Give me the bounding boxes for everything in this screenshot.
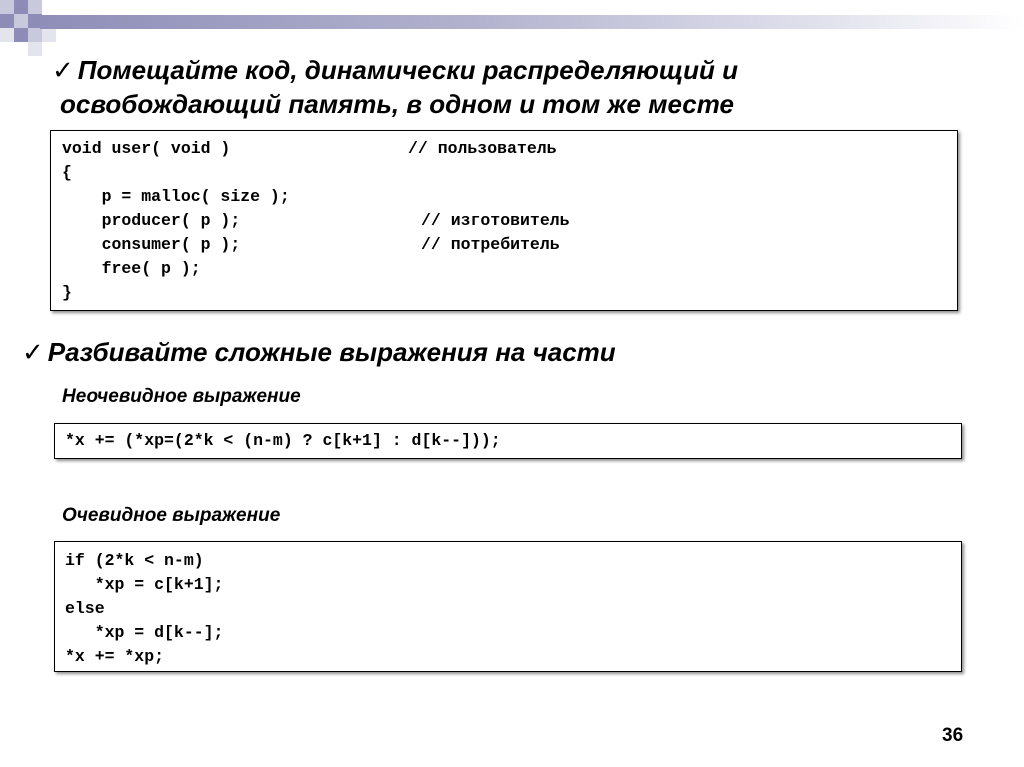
checkmark-icon: ✓ — [22, 337, 44, 367]
code-line: *xp = c[k+1]; — [65, 575, 224, 594]
obvious-label: Очевидное выражение — [62, 505, 281, 526]
code-line: else — [65, 599, 105, 618]
code-line-text: free( p ); — [62, 259, 201, 278]
code-line: *xp = d[k--]; — [65, 623, 224, 642]
decor-square-7 — [14, 28, 28, 42]
decor-square-1 — [0, 0, 14, 14]
code-line-text: p = malloc( size ); — [62, 187, 290, 206]
code-block-nonobvious — [54, 423, 962, 459]
code-comment: // пользователь — [408, 139, 557, 158]
checkmark-icon: ✓ — [52, 55, 74, 85]
code-line-text: { — [62, 163, 72, 182]
code-line: *x += *xp; — [65, 647, 165, 666]
decor-square-10 — [42, 28, 56, 42]
code-nonobvious: *x += (*xp=(2*k < (n-m) ? c[k+1] : d[k--])); — [65, 431, 501, 450]
decor-square-9 — [0, 28, 14, 42]
page-number: 36 — [942, 725, 964, 746]
decor-square-3 — [28, 0, 42, 14]
bullet-1-text-2: освобождающий память, в одном и том же месте — [60, 89, 734, 119]
decor-square-5 — [14, 14, 28, 28]
decor-square-4 — [0, 14, 14, 28]
bullet-1-line-1 — [52, 54, 738, 86]
code-block-obvious — [54, 541, 962, 672]
bullet-2-text: Разбивайте сложные выражения на части — [47, 337, 616, 367]
bullet-1-text-1: Помещайте код, динамически распределяющий и — [77, 55, 739, 85]
code-block-user — [50, 130, 958, 311]
code-line: if (2*k < n-m) — [65, 551, 204, 570]
code-line-text: void user( void ) — [62, 139, 231, 158]
code-comment: // изготовитель — [421, 211, 570, 230]
code-line-text: consumer( p ); — [62, 235, 241, 254]
decor-header-bar — [40, 15, 1024, 29]
code-line-text: } — [62, 283, 72, 302]
decor-square-11 — [28, 42, 42, 56]
code-line-text: producer( p ); — [62, 211, 241, 230]
bullet-2 — [22, 336, 616, 368]
decor-square-8 — [28, 28, 42, 42]
decor-square-2 — [14, 0, 28, 14]
code-comment: // потребитель — [421, 235, 560, 254]
code-block-obvious-lines — [65, 549, 223, 669]
nonobvious-label: Неочевидное выражение — [62, 386, 301, 407]
